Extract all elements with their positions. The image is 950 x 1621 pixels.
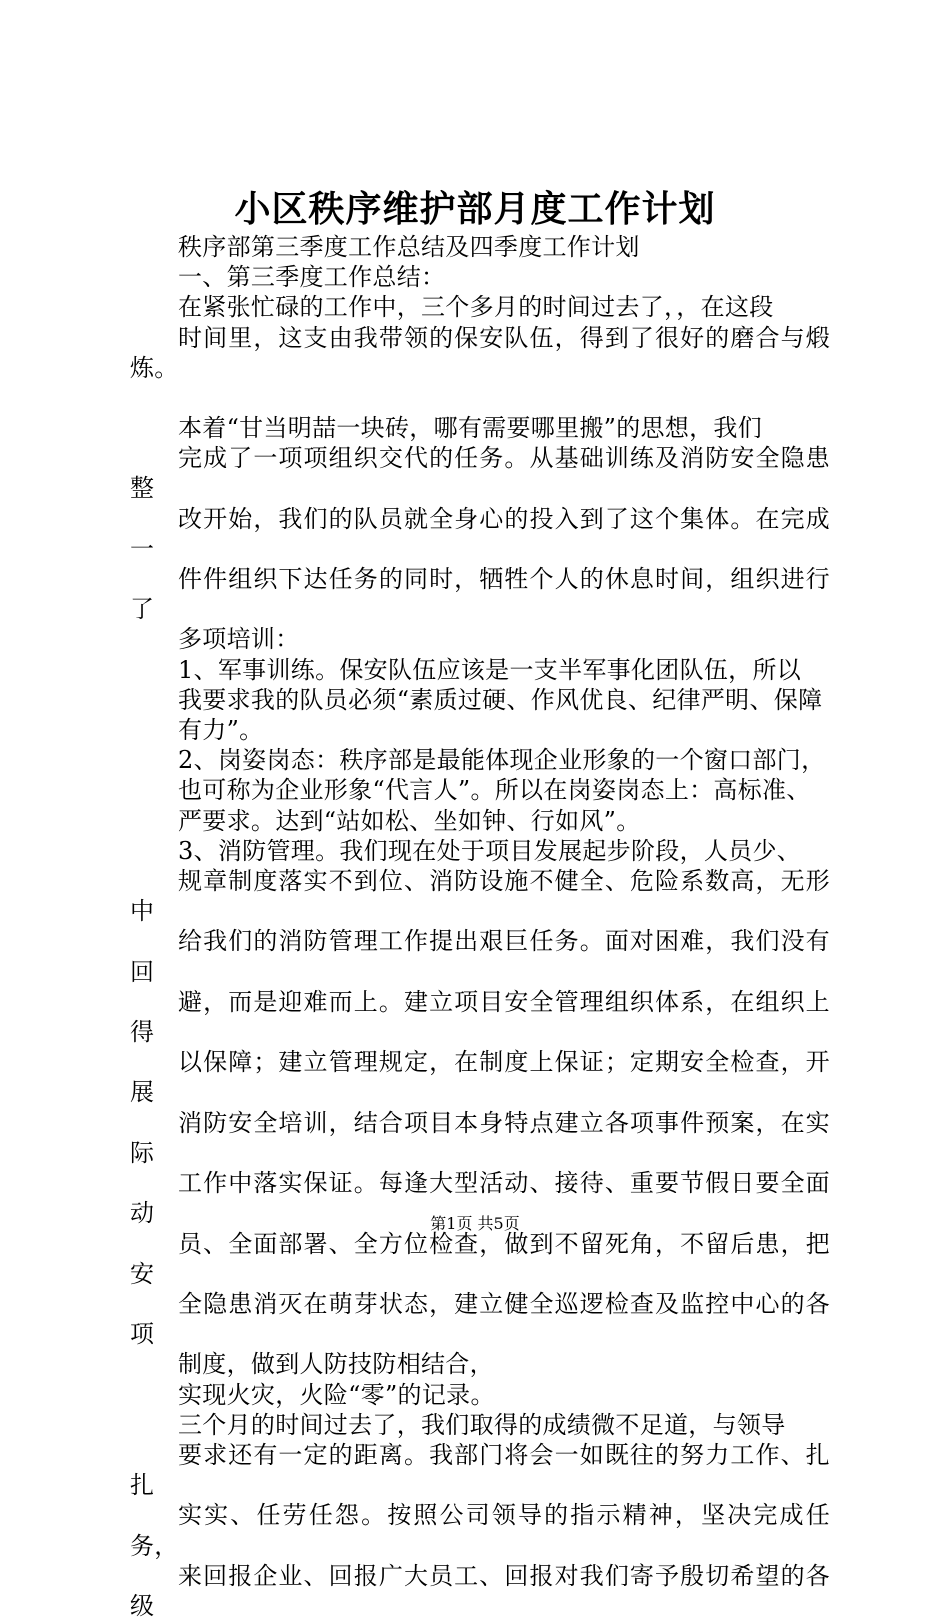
text-line: 在紧张忙碌的工作中，三个多月的时间过去了，，在这段 [178, 293, 774, 322]
text-line: 员、全面部署、全方位检查，做到不留死角，不留后患，把安 [130, 1229, 830, 1288]
paragraph-posture [130, 745, 830, 836]
page-number-footer: 第1页 共5页 [430, 1214, 520, 1233]
paragraph-spacer [130, 383, 830, 413]
text-line: 1、军事训练。保安队伍应该是一支半军事化团队伍，所以 [178, 655, 802, 684]
text-line: 严要求。达到“站如松、坐如钟、行如风”。 [178, 806, 641, 835]
text-line: 3、消防管理。我们现在处于项目发展起步阶段，人员少、 [178, 836, 802, 865]
text-line: 消防安全培训，结合项目本身特点建立各项事件预案，在实际 [130, 1108, 830, 1167]
text-line: 来回报企业、回报广大员工、回报对我们寄予殷切希望的各级 [130, 1561, 830, 1620]
text-line: 我要求我的队员必须“素质过硬、作风优良、纪律严明、保障 [178, 685, 823, 714]
document-body [130, 232, 830, 1621]
text-line: 完成了一项项组织交代的任务。从基础训练及消防安全隐患整 [130, 444, 830, 503]
text-line: 也可称为企业形象“代言人”。所以在岗姿岗态上：高标准、 [178, 776, 811, 805]
text-line: 实实、任劳任怨。按照公司领导的指示精神，坚决完成任务， [130, 1501, 830, 1560]
text-line: 多项培训： [178, 625, 300, 654]
text-line: 三个月的时间过去了，我们取得的成绩微不足道，与领导 [178, 1410, 786, 1439]
paragraph-subtitle [130, 232, 830, 262]
paragraph-fire-record [130, 1380, 830, 1410]
text-line: 制度，做到人防技防相结合， [178, 1350, 494, 1379]
text-line: 以保障；建立管理规定，在制度上保证；定期安全检查，开展 [130, 1048, 830, 1107]
text-line: 给我们的消防管理工作提出艰巨任务。面对困难，我们没有回 [130, 927, 830, 986]
paragraph-fire-management [130, 836, 830, 1380]
text-line: 秩序部第三季度工作总结及四季度工作计划 [178, 233, 640, 261]
text-line: 避，而是迎难而上。建立项目安全管理组织体系，在组织上得 [130, 987, 830, 1047]
text-line: 一、第三季度工作总结： [178, 263, 446, 292]
paragraph-conclusion [130, 1410, 830, 1621]
text-line: 全隐患消灭在萌芽状态，建立健全巡逻检查及监控中心的各项 [130, 1289, 830, 1349]
text-line: 改开始，我们的队员就全身心的投入到了这个集体。在完成一 [130, 504, 830, 563]
text-line: 有力”。 [178, 716, 264, 745]
paragraph-mission [130, 413, 830, 655]
text-line: 2、岗姿岗态：秩序部是最能体现企业形象的一个窗口部门， [178, 746, 826, 775]
paragraph-section-heading [130, 262, 830, 292]
text-line: 实现火灾，火险“零”的记录。 [178, 1380, 495, 1409]
text-line: 规章制度落实不到位、消防设施不健全、危险系数高，无形中 [130, 867, 830, 926]
text-line: 时间里，这支由我带领的保安队伍，得到了很好的磨合与煅炼。 [130, 323, 830, 382]
text-line: 件件组织下达任务的同时，牺牲个人的休息时间，组织进行了 [130, 565, 830, 624]
paragraph-intro [130, 292, 830, 383]
document-title: 小区秩序维护部月度工作计划 [234, 188, 716, 230]
text-line: 本着“甘当明喆一块砖，哪有需要哪里搬”的思想，我们 [178, 414, 763, 443]
paragraph-military-training [130, 655, 830, 746]
text-line: 要求还有一定的距离。我部门将会一如既往的努力工作、扎扎 [130, 1440, 830, 1500]
text-line: 工作中落实保证。每逢大型活动、接待、重要节假日要全面动 [130, 1169, 830, 1228]
